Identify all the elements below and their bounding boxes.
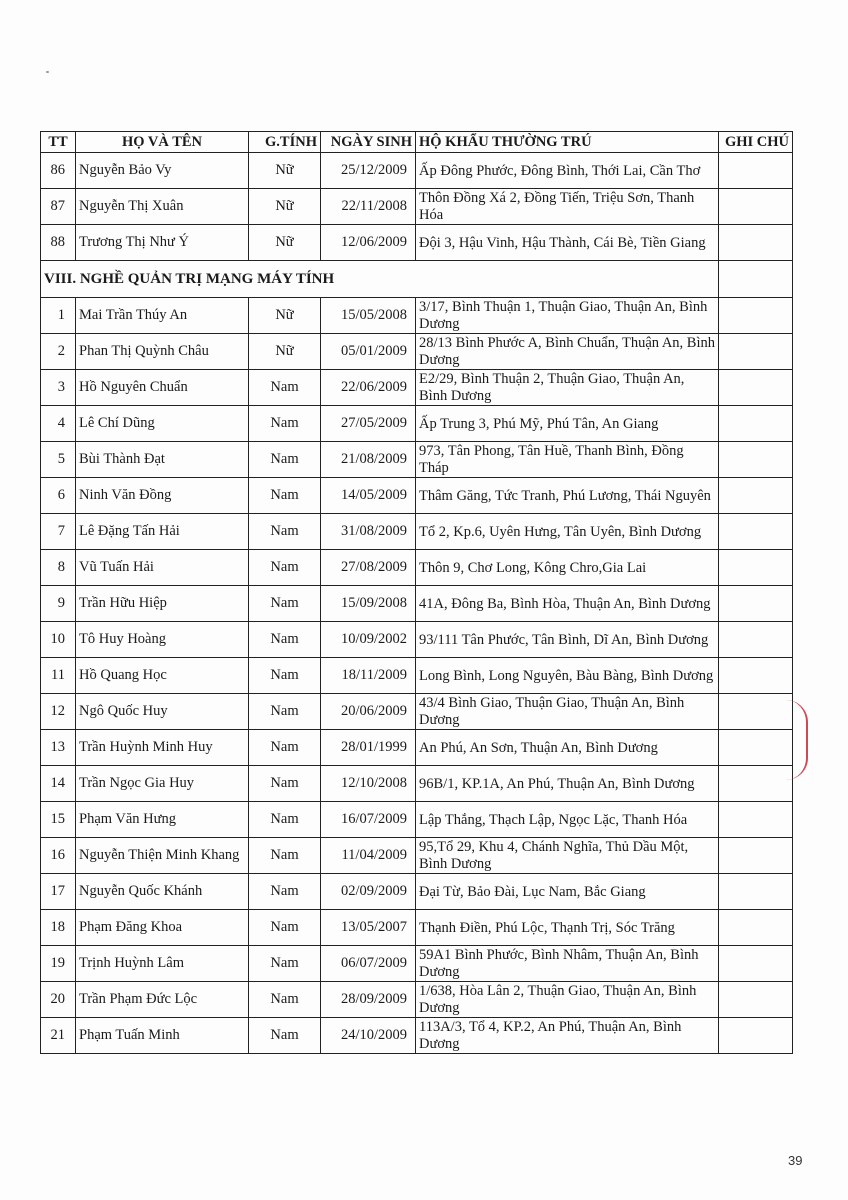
header-gender: G.TÍNH	[249, 132, 321, 153]
cell-gender: Nam	[249, 514, 321, 550]
cell-tt: 8	[41, 550, 76, 586]
header-name: HỌ VÀ TÊN	[76, 132, 249, 153]
cell-tt: 17	[41, 874, 76, 910]
cell-dob: 10/09/2002	[321, 622, 416, 658]
cell-tt: 10	[41, 622, 76, 658]
cell-note	[719, 406, 793, 442]
cell-dob: 22/06/2009	[321, 370, 416, 406]
cell-gender: Nam	[249, 910, 321, 946]
cell-tt: 88	[41, 225, 76, 261]
cell-note	[719, 442, 793, 478]
cell-tt: 4	[41, 406, 76, 442]
cell-name: Lê Chí Dũng	[76, 406, 249, 442]
table-row	[41, 406, 793, 442]
cell-tt: 12	[41, 694, 76, 730]
cell-name: Vũ Tuấn Hải	[76, 550, 249, 586]
cell-gender: Nam	[249, 586, 321, 622]
cell-dob: 02/09/2009	[321, 874, 416, 910]
cell-tt: 11	[41, 658, 76, 694]
cell-address: Ấp Trung 3, Phú Mỹ, Phú Tân, An Giang	[416, 406, 719, 442]
cell-address: Lập Thắng, Thạch Lập, Ngọc Lặc, Thanh Hóa	[416, 802, 719, 838]
cell-note	[719, 1018, 793, 1054]
cell-address: 113A/3, Tổ 4, KP.2, An Phú, Thuận An, Bình Dương	[416, 1018, 719, 1054]
cell-gender: Nam	[249, 478, 321, 514]
cell-dob: 20/06/2009	[321, 694, 416, 730]
table-row	[41, 478, 793, 514]
cell-dob: 25/12/2009	[321, 153, 416, 189]
cell-note	[719, 910, 793, 946]
table-row	[41, 766, 793, 802]
cell-tt: 14	[41, 766, 76, 802]
cell-dob: 15/09/2008	[321, 586, 416, 622]
cell-note	[719, 334, 793, 370]
cell-gender: Nam	[249, 802, 321, 838]
cell-dob: 11/04/2009	[321, 838, 416, 874]
table-row	[41, 153, 793, 189]
cell-note	[719, 153, 793, 189]
cell-name: Phạm Đăng Khoa	[76, 910, 249, 946]
cell-note	[719, 189, 793, 225]
cell-address: 3/17, Bình Thuận 1, Thuận Giao, Thuận An, Bình Dương	[416, 298, 719, 334]
header-tt: TT	[41, 132, 76, 153]
cell-dob: 28/09/2009	[321, 982, 416, 1018]
cell-name: Nguyễn Thị Xuân	[76, 189, 249, 225]
cell-address: Ấp Đông Phước, Đông Bình, Thới Lai, Cần Thơ	[416, 153, 719, 189]
cell-note	[719, 225, 793, 261]
cell-address: 43/4 Bình Giao, Thuận Giao, Thuận An, Bình Dương	[416, 694, 719, 730]
cell-dob: 27/08/2009	[321, 550, 416, 586]
cell-gender: Nữ	[249, 189, 321, 225]
cell-note	[719, 586, 793, 622]
cell-dob: 12/06/2009	[321, 225, 416, 261]
cell-note	[719, 874, 793, 910]
cell-gender: Nam	[249, 730, 321, 766]
cell-gender: Nam	[249, 622, 321, 658]
cell-name: Tô Huy Hoàng	[76, 622, 249, 658]
cell-note	[719, 298, 793, 334]
cell-dob: 13/05/2007	[321, 910, 416, 946]
cell-name: Trần Ngọc Gia Huy	[76, 766, 249, 802]
cell-gender: Nam	[249, 370, 321, 406]
cell-note	[719, 802, 793, 838]
cell-gender: Nam	[249, 694, 321, 730]
cell-dob: 05/01/2009	[321, 334, 416, 370]
cell-gender: Nam	[249, 442, 321, 478]
cell-address: 95,Tổ 29, Khu 4, Chánh Nghĩa, Thủ Dầu Một, Bình Dương	[416, 838, 719, 874]
cell-dob: 15/05/2008	[321, 298, 416, 334]
table-body-top	[41, 153, 793, 261]
table-header-row	[41, 132, 793, 153]
cell-name: Lê Đặng Tấn Hải	[76, 514, 249, 550]
table-row	[41, 225, 793, 261]
cell-address: 973, Tân Phong, Tân Huề, Thanh Bình, Đồng Tháp	[416, 442, 719, 478]
cell-tt: 5	[41, 442, 76, 478]
table-row	[41, 982, 793, 1018]
cell-address: Đội 3, Hậu Vinh, Hậu Thành, Cái Bè, Tiền Giang	[416, 225, 719, 261]
cell-gender: Nữ	[249, 153, 321, 189]
cell-tt: 7	[41, 514, 76, 550]
header-dob: NGÀY SINH	[321, 132, 416, 153]
table-row	[41, 658, 793, 694]
table-row	[41, 550, 793, 586]
cell-gender: Nam	[249, 1018, 321, 1054]
cell-address: 93/111 Tân Phước, Tân Bình, Dĩ An, Bình Dương	[416, 622, 719, 658]
cell-dob: 18/11/2009	[321, 658, 416, 694]
cell-tt: 87	[41, 189, 76, 225]
cell-note	[719, 946, 793, 982]
cell-dob: 21/08/2009	[321, 442, 416, 478]
cell-note	[719, 622, 793, 658]
cell-tt: 20	[41, 982, 76, 1018]
cell-tt: 18	[41, 910, 76, 946]
section-title: VIII. NGHỀ QUẢN TRỊ MẠNG MÁY TÍNH	[41, 261, 719, 298]
cell-address: Thôn 9, Chơ Long, Kông Chro,Gia Lai	[416, 550, 719, 586]
table-row	[41, 1018, 793, 1054]
cell-name: Hồ Quang Học	[76, 658, 249, 694]
table-row	[41, 694, 793, 730]
table-row	[41, 622, 793, 658]
cell-name: Trần Hữu Hiệp	[76, 586, 249, 622]
cell-address: Thâm Găng, Tức Tranh, Phú Lương, Thái Nguyên	[416, 478, 719, 514]
cell-address: 1/638, Hòa Lân 2, Thuận Giao, Thuận An, Bình Dương	[416, 982, 719, 1018]
cell-name: Mai Trần Thúy An	[76, 298, 249, 334]
cell-name: Phạm Tuấn Minh	[76, 1018, 249, 1054]
cell-gender: Nam	[249, 874, 321, 910]
scan-speck	[46, 71, 49, 73]
cell-tt: 9	[41, 586, 76, 622]
table-row	[41, 514, 793, 550]
table-row	[41, 370, 793, 406]
section-header-body	[41, 261, 793, 298]
cell-dob: 12/10/2008	[321, 766, 416, 802]
cell-address: Đại Từ, Bảo Đài, Lục Nam, Bắc Giang	[416, 874, 719, 910]
cell-note	[719, 550, 793, 586]
table-row	[41, 298, 793, 334]
cell-note	[719, 982, 793, 1018]
cell-address: E2/29, Bình Thuận 2, Thuận Giao, Thuận An, Bình Dương	[416, 370, 719, 406]
cell-name: Trịnh Huỳnh Lâm	[76, 946, 249, 982]
cell-gender: Nam	[249, 946, 321, 982]
cell-dob: 24/10/2009	[321, 1018, 416, 1054]
cell-gender: Nữ	[249, 334, 321, 370]
cell-name: Trần Huỳnh Minh Huy	[76, 730, 249, 766]
cell-tt: 3	[41, 370, 76, 406]
table-row	[41, 334, 793, 370]
section-note-cell	[719, 261, 793, 298]
section-row	[41, 261, 793, 298]
cell-dob: 06/07/2009	[321, 946, 416, 982]
header-address: HỘ KHẨU THƯỜNG TRÚ	[416, 132, 719, 153]
cell-dob: 16/07/2009	[321, 802, 416, 838]
cell-gender: Nam	[249, 550, 321, 586]
cell-note	[719, 730, 793, 766]
student-list-table	[40, 131, 793, 1054]
cell-name: Nguyễn Quốc Khánh	[76, 874, 249, 910]
cell-note	[719, 658, 793, 694]
cell-tt: 13	[41, 730, 76, 766]
cell-dob: 31/08/2009	[321, 514, 416, 550]
cell-gender: Nam	[249, 838, 321, 874]
cell-name: Bùi Thành Đạt	[76, 442, 249, 478]
cell-address: 59A1 Bình Phước, Bình Nhâm, Thuận An, Bình Dương	[416, 946, 719, 982]
cell-gender: Nam	[249, 766, 321, 802]
table-body-section	[41, 298, 793, 1054]
cell-tt: 21	[41, 1018, 76, 1054]
cell-tt: 2	[41, 334, 76, 370]
cell-note	[719, 838, 793, 874]
table-row	[41, 586, 793, 622]
cell-note	[719, 478, 793, 514]
header-note: GHI CHÚ	[719, 132, 793, 153]
cell-address: 41A, Đông Ba, Bình Hòa, Thuận An, Bình Dương	[416, 586, 719, 622]
cell-dob: 27/05/2009	[321, 406, 416, 442]
cell-name: Ninh Văn Đồng	[76, 478, 249, 514]
cell-name: Phạm Văn Hưng	[76, 802, 249, 838]
cell-name: Trần Phạm Đức Lộc	[76, 982, 249, 1018]
table-row	[41, 910, 793, 946]
cell-address: Long Bình, Long Nguyên, Bàu Bàng, Bình Dương	[416, 658, 719, 694]
table-row	[41, 874, 793, 910]
cell-address: 28/13 Bình Phước A, Bình Chuẩn, Thuận An, Bình Dương	[416, 334, 719, 370]
cell-address: 96B/1, KP.1A, An Phú, Thuận An, Bình Dương	[416, 766, 719, 802]
cell-address: Tổ 2, Kp.6, Uyên Hưng, Tân Uyên, Bình Dương	[416, 514, 719, 550]
cell-gender: Nam	[249, 982, 321, 1018]
stamp-mark	[786, 700, 808, 780]
cell-tt: 86	[41, 153, 76, 189]
table-row	[41, 802, 793, 838]
cell-address: Thôn Đồng Xá 2, Đồng Tiến, Triệu Sơn, Thanh Hóa	[416, 189, 719, 225]
cell-note	[719, 370, 793, 406]
cell-note	[719, 514, 793, 550]
cell-tt: 1	[41, 298, 76, 334]
cell-name: Trương Thị Như Ý	[76, 225, 249, 261]
table-row	[41, 442, 793, 478]
cell-gender: Nữ	[249, 225, 321, 261]
page-number: 39	[788, 1153, 803, 1168]
cell-tt: 19	[41, 946, 76, 982]
cell-dob: 22/11/2008	[321, 189, 416, 225]
cell-tt: 6	[41, 478, 76, 514]
cell-gender: Nam	[249, 406, 321, 442]
cell-name: Hồ Nguyên Chuẩn	[76, 370, 249, 406]
cell-name: Phan Thị Quỳnh Châu	[76, 334, 249, 370]
table-row	[41, 189, 793, 225]
cell-note	[719, 694, 793, 730]
table-row	[41, 730, 793, 766]
cell-name: Nguyễn Thiện Minh Khang	[76, 838, 249, 874]
cell-name: Ngô Quốc Huy	[76, 694, 249, 730]
table-row	[41, 946, 793, 982]
cell-gender: Nữ	[249, 298, 321, 334]
cell-address: Thạnh Điền, Phú Lộc, Thạnh Trị, Sóc Trăng	[416, 910, 719, 946]
cell-gender: Nam	[249, 658, 321, 694]
cell-note	[719, 766, 793, 802]
table-row	[41, 838, 793, 874]
cell-dob: 14/05/2009	[321, 478, 416, 514]
cell-address: An Phú, An Sơn, Thuận An, Bình Dương	[416, 730, 719, 766]
cell-tt: 15	[41, 802, 76, 838]
cell-tt: 16	[41, 838, 76, 874]
cell-name: Nguyễn Bảo Vy	[76, 153, 249, 189]
cell-dob: 28/01/1999	[321, 730, 416, 766]
